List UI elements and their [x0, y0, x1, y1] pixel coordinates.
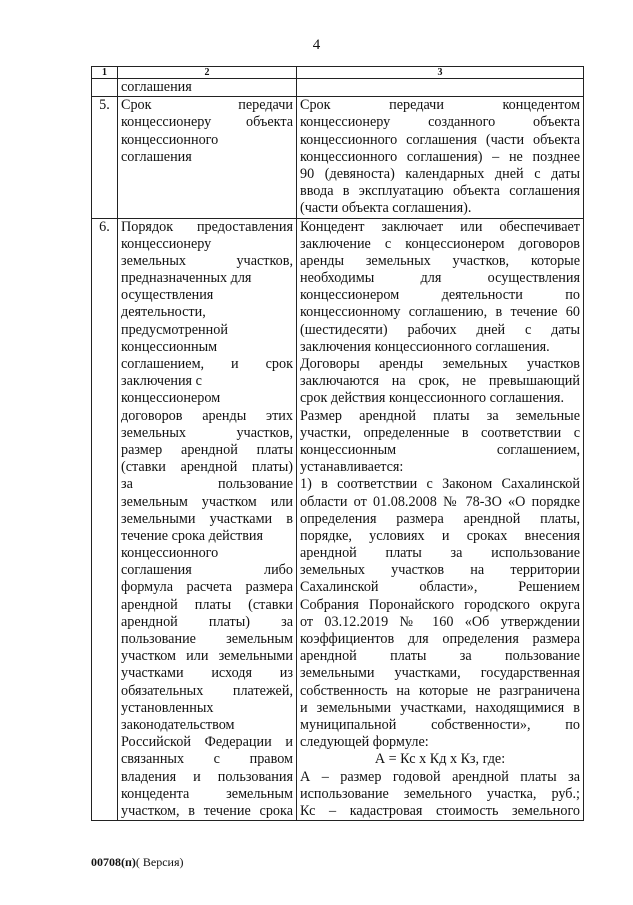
text-line: владения и пользования: [121, 768, 293, 785]
text-line: концессионеру: [121, 235, 212, 252]
text-line: деятельности,: [121, 304, 206, 321]
text-line: осуществления: [121, 287, 214, 304]
text-line: концессионером деятельности по: [300, 287, 580, 304]
text-line: соглашения либо: [121, 562, 293, 579]
text-line: концессионным соглашением,: [300, 441, 580, 458]
text-line: арендной платы за пользование: [300, 648, 580, 665]
text-line: концессионного: [121, 545, 219, 562]
text-line: А – размер годовой арендной платы за: [300, 768, 580, 785]
text-line: участками исходя из: [121, 665, 293, 682]
text-line: Договоры аренды земельных участков: [300, 356, 580, 373]
row-number: 5.: [92, 97, 118, 218]
text-line: (части объекта соглашения).: [300, 200, 472, 217]
text-line: Срок передачи концедентом: [300, 97, 580, 114]
text-line: Российской Федерации и: [121, 734, 293, 751]
row-number: 6.: [92, 218, 118, 821]
text-line: (ставки арендной платы): [121, 459, 293, 476]
page-number: 4: [312, 37, 321, 53]
row-condition: [297, 97, 584, 218]
text-line: арендной платы) за: [121, 613, 293, 630]
text-line: концессионного соглашения) – не позднее: [300, 148, 580, 165]
text-line: концедента земельным: [121, 785, 293, 802]
text-line: земельных участков,: [121, 424, 293, 441]
text-line: муниципальной собственности», по: [300, 716, 580, 733]
text-line: следующей формуле:: [300, 734, 429, 751]
text-line: связанных с правом: [121, 751, 293, 768]
text-line: предназначенных для: [121, 270, 252, 287]
text-line: участком или земельными: [121, 648, 293, 665]
header-col-2: 2: [118, 67, 297, 79]
text-line: необходимы для осуществления: [300, 270, 580, 287]
text-line: заключения концессионного соглашения.: [300, 338, 550, 355]
text-line: Концедент заключает или обеспечивает: [300, 218, 580, 235]
continuation-text: соглашения: [118, 79, 297, 97]
text-line: земельными участками в: [121, 510, 293, 527]
text-line: Размер арендной платы за земельные: [300, 407, 580, 424]
text-line: порядке, условиях и сроках внесения: [300, 527, 580, 544]
text-line: концессионного: [121, 131, 219, 148]
text-line: законодательством: [121, 716, 235, 733]
text-line: от 03.12.2019 № 160 «Об утверждении: [300, 613, 580, 630]
text-line: течение срока действия: [121, 527, 264, 544]
header-col-3: 3: [297, 67, 584, 79]
text-line: земельными участками, государственная: [300, 665, 580, 682]
text-line: соглашения: [121, 148, 192, 165]
text-line: земельным участком или: [121, 493, 293, 510]
text-line: концессионеру созданного объекта: [300, 114, 580, 131]
text-line: Кс – кадастровая стоимость земельного: [300, 802, 580, 819]
text-line: аренды земельных участков, которые: [300, 252, 580, 269]
table-row: [92, 97, 584, 218]
text-line: концессионного соглашения (части объекта: [300, 131, 580, 148]
text-line: Собрания Поронайского городского округа: [300, 596, 580, 613]
concession-terms-table: [91, 66, 584, 821]
text-line: соглашением, и срок: [121, 356, 293, 373]
text-line: за пользование: [121, 476, 293, 493]
continuation-row: [92, 79, 584, 97]
text-line: концессионером: [121, 390, 221, 407]
text-line: 90 (девяноста) календарных дней с даты: [300, 165, 580, 182]
document-code: 00708(п): [91, 855, 136, 869]
text-line: срок действия концессионного соглашения.: [300, 390, 565, 407]
row-condition: [297, 218, 584, 821]
table-header-row: [92, 67, 584, 79]
text-line: арендной платы (ставки: [121, 596, 293, 613]
text-line: участком, в течение срока: [121, 802, 293, 819]
text-line: использование земельного участка, руб.;: [300, 785, 580, 802]
row-subject: [118, 218, 297, 821]
text-line: обязательных платежей,: [121, 682, 293, 699]
document-footer: [91, 855, 184, 870]
row-subject: [118, 97, 297, 218]
text-line: 1) в соответствии с Законом Сахалинской: [300, 476, 580, 493]
text-line: пользование земельным: [121, 631, 293, 648]
text-line: размер арендной платы: [121, 441, 293, 458]
text-line: установленных: [121, 699, 214, 716]
text-line: заключения с: [121, 373, 202, 390]
text-line: концессионным: [121, 338, 218, 355]
text-line: определения размера арендной платы,: [300, 510, 580, 527]
text-line: (шестидесяти) рабочих дней с даты: [300, 321, 580, 338]
text-line: Порядок предоставления: [121, 218, 293, 235]
text-line: договоров аренды этих: [121, 407, 293, 424]
text-line: формула расчета размера: [121, 579, 293, 596]
text-line: Сахалинской области», Решением: [300, 579, 580, 596]
text-line: области от 01.08.2008 № 78-ЗО «О порядке: [300, 493, 580, 510]
text-line: заключение с концессионером договоров: [300, 235, 580, 252]
text-line: собственность на которые не разграничена: [300, 682, 580, 699]
text-line: предусмотренной: [121, 321, 228, 338]
text-line: земельных участков,: [121, 252, 293, 269]
text-line: заключаются на срок, не превышающий: [300, 373, 580, 390]
text-line: коэффициентов для определения размера: [300, 631, 580, 648]
text-line: концессионному соглашению, в течение 60: [300, 304, 580, 321]
text-line: участки, определенные в соответствии с: [300, 424, 580, 441]
text-line: А = Кс х Кд х Кз, где:: [374, 751, 506, 768]
document-version: ( Версия): [135, 855, 184, 869]
text-line: устанавливается:: [300, 459, 404, 476]
text-line: ввода в эксплуатацию объекта соглашения: [300, 183, 580, 200]
text-line: Срок передачи: [121, 97, 293, 114]
header-col-1: 1: [92, 67, 118, 79]
text-line: концессионеру объекта: [121, 114, 293, 131]
table-row: [92, 218, 584, 821]
text-line: и земельными участками, находящимися в: [300, 699, 580, 716]
text-line: земельных участков на территории: [300, 562, 580, 579]
text-line: арендной платы за использование: [300, 545, 580, 562]
